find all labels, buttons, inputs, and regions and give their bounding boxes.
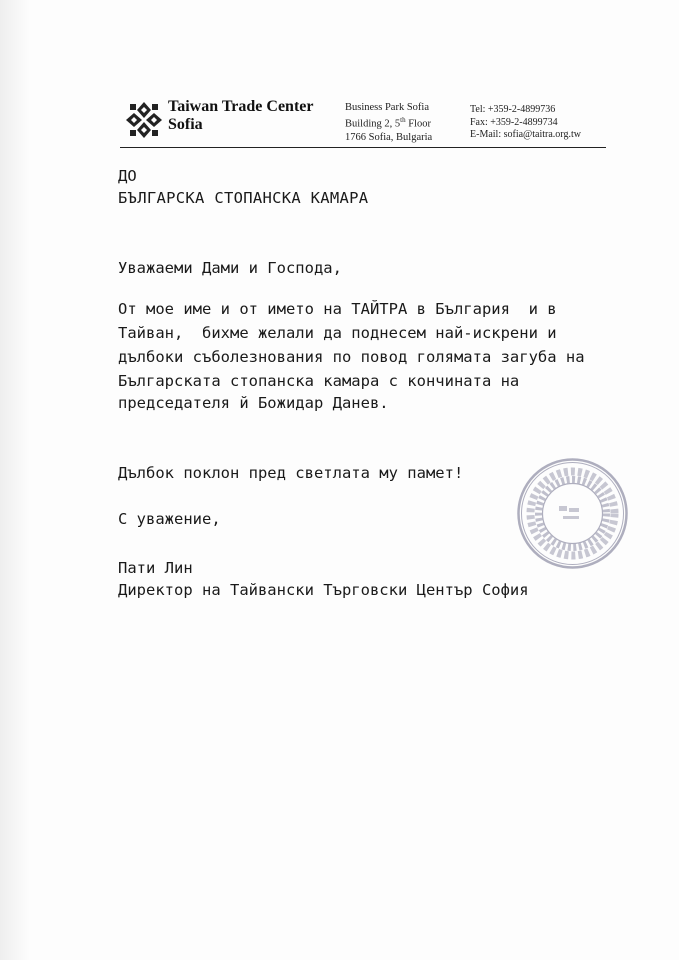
tribute-line: Дълбок поклон пред светлата му памет!: [118, 464, 464, 482]
contact-tel: Tel: +359-2-4899736: [470, 104, 556, 115]
contact-fax: Fax: +359-2-4899734: [470, 116, 558, 128]
company-name-line1: Taiwan Trade Center: [168, 98, 314, 115]
address-line2: [345, 114, 432, 131]
letterhead-divider: [120, 147, 606, 148]
signer-name: Пати Лин: [118, 559, 193, 577]
signer-title: Директор на Тайвански Търговски Център София: [118, 581, 529, 599]
closing: С уважение,: [118, 510, 221, 528]
company-contact: [470, 104, 581, 142]
taitra-logo-icon: [124, 100, 164, 140]
address-line2-post: Floor: [405, 118, 431, 130]
body-line: дълбоки съболезнования по повод голямата загуба на: [118, 348, 585, 366]
official-stamp-icon: [515, 456, 630, 571]
address-line2-sup: th: [400, 116, 406, 124]
page-shadow: [0, 0, 30, 960]
address-line2-pre: Building 2, 5: [345, 118, 401, 130]
address-line3: 1766 Sofia, Bulgaria: [345, 131, 433, 143]
recipient: БЪЛГАРСКА СТОПАНСКА КАМАРА: [118, 189, 369, 207]
address-line1: Business Park Sofia: [345, 102, 429, 113]
company-address: [345, 101, 432, 144]
company-name: [168, 98, 313, 134]
salutation: Уважаеми Дами и Господа,: [118, 259, 342, 277]
body-line: Българската стопанска камара с кончината на: [118, 372, 520, 390]
contact-email: E-Mail: sofia@taitra.org.tw: [470, 129, 581, 140]
to-label: ДО: [118, 167, 137, 185]
body-line: От мое име и от името на ТАЙТРА в България и в: [118, 300, 557, 318]
body-line: Тайван, бихме желали да поднесем най-искрени и: [118, 324, 557, 342]
body-line: председателя й Божидар Данев.: [118, 394, 389, 412]
company-name-line2: Sofia: [168, 116, 203, 133]
